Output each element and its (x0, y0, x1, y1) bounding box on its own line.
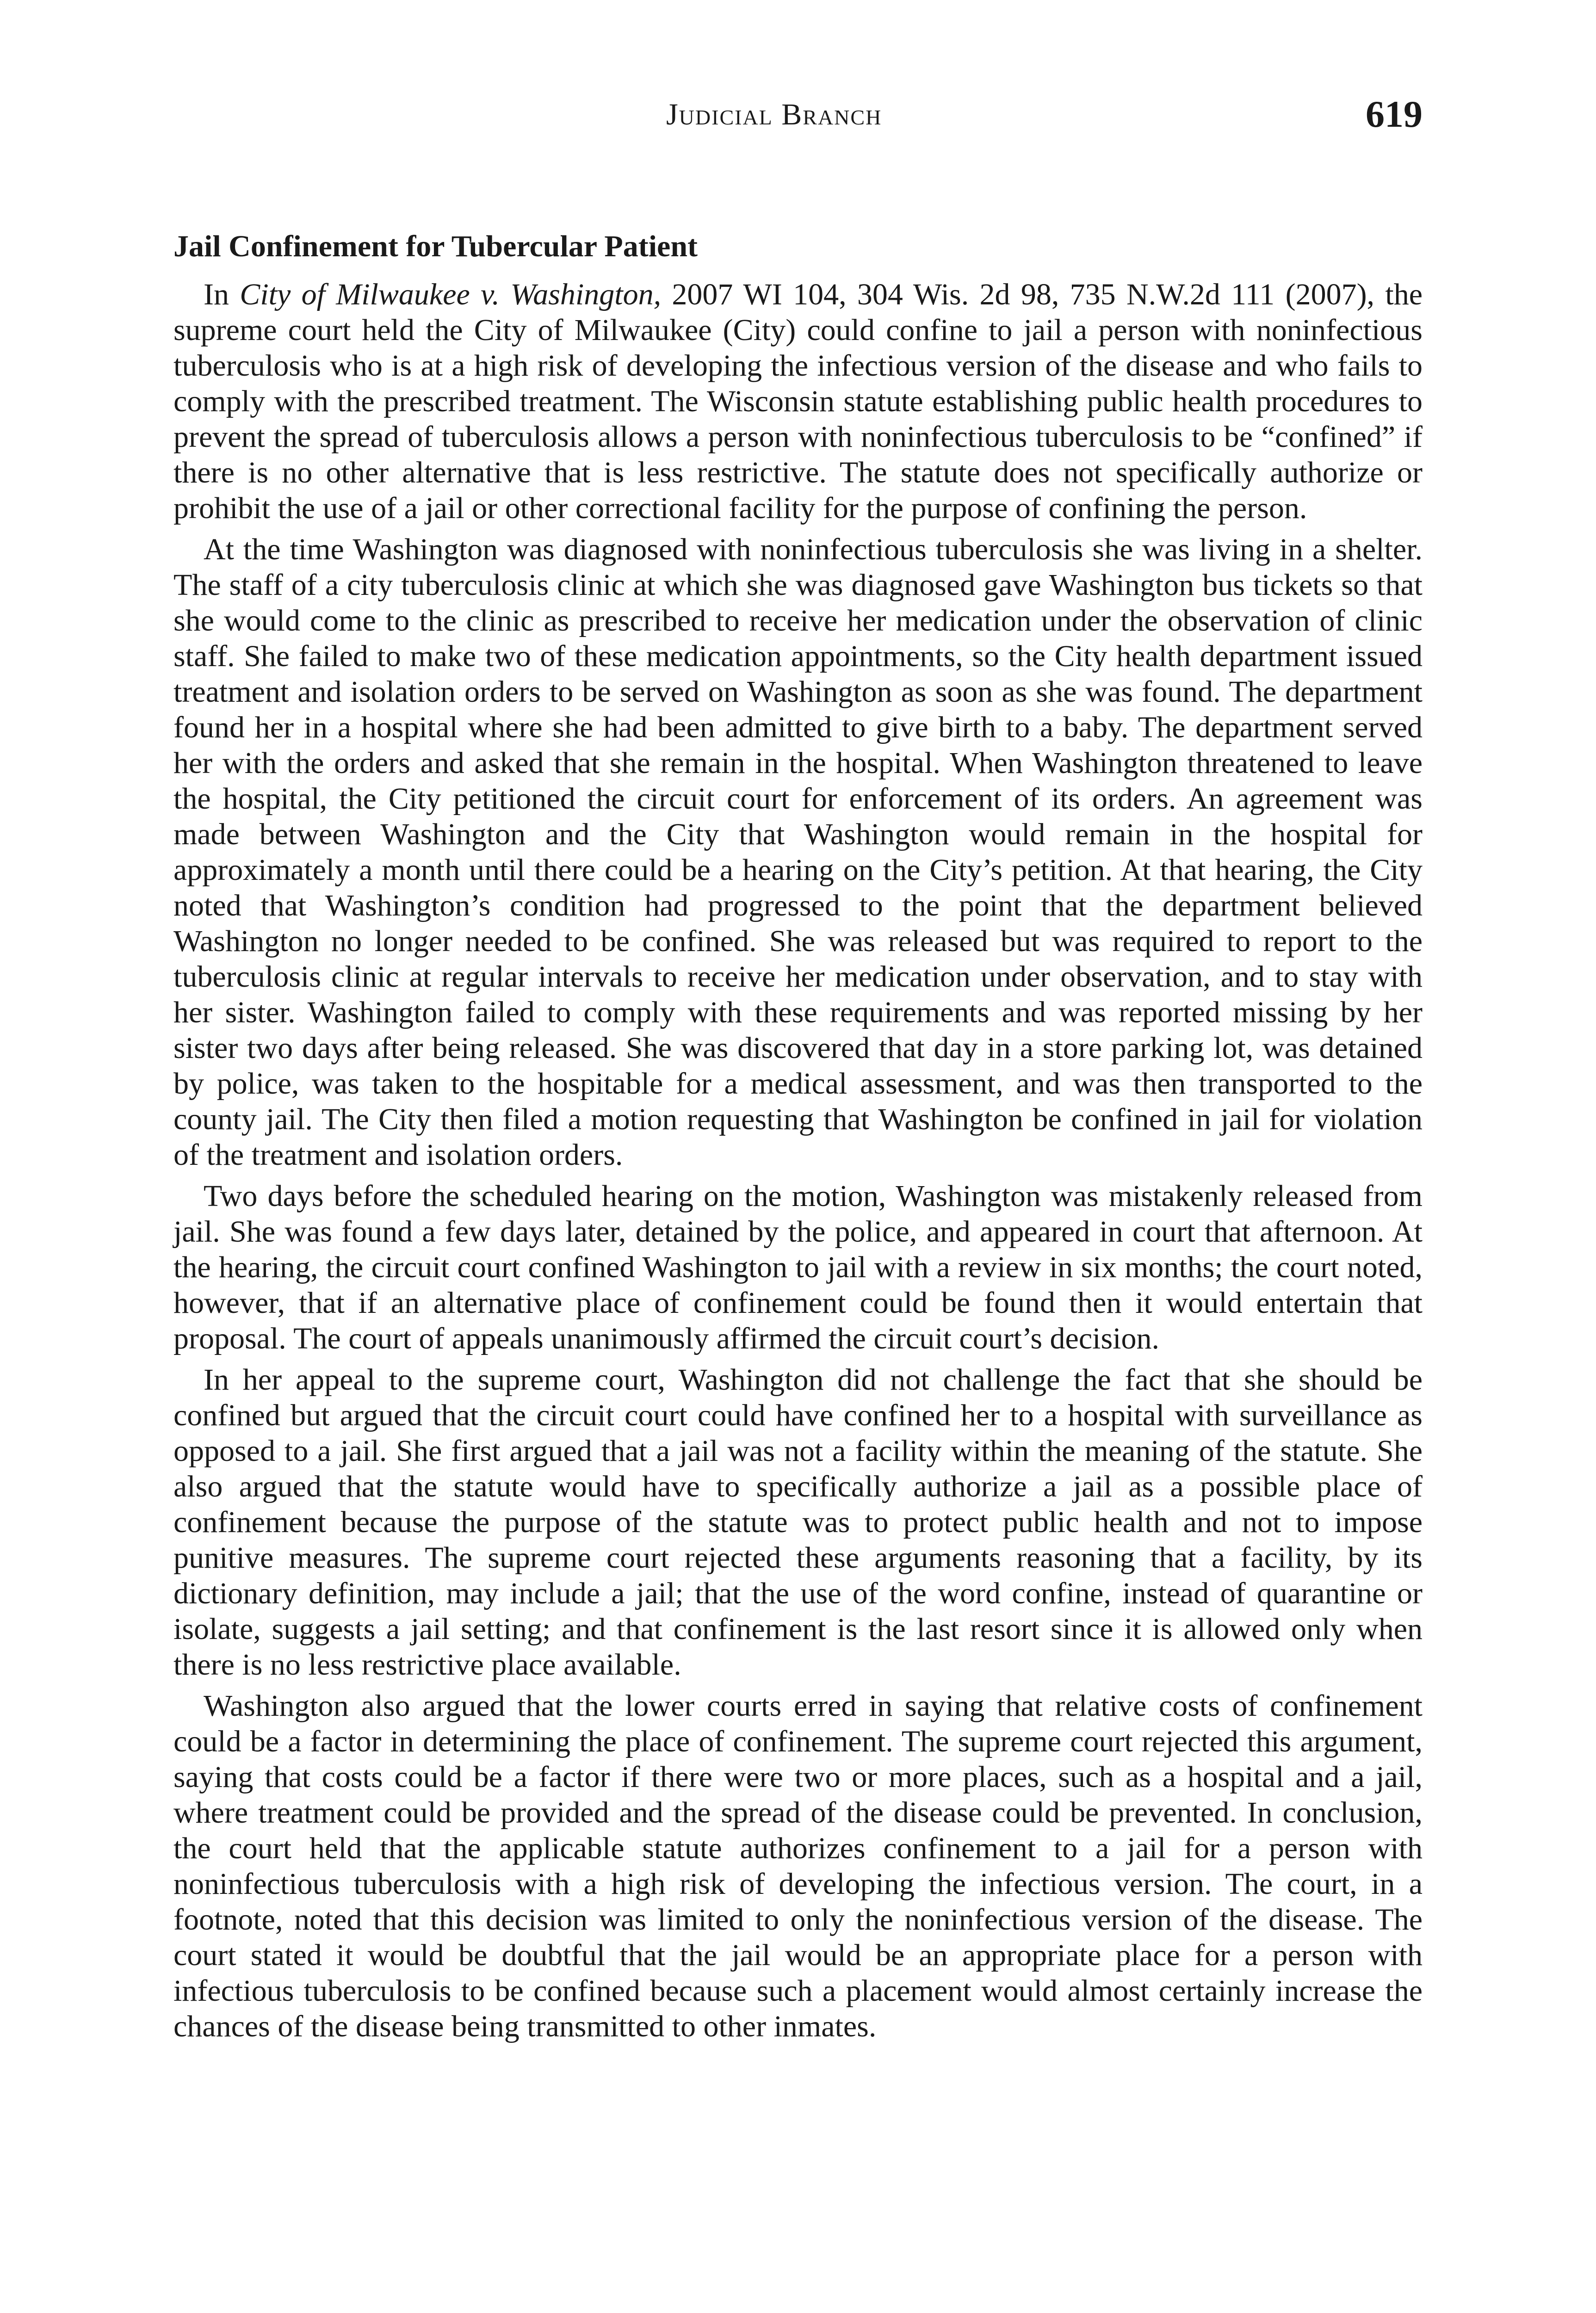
section-heading: Jail Confinement for Tubercular Patient (173, 229, 698, 263)
running-title: Judicial Branch (666, 98, 882, 131)
paragraph-4: In her appeal to the supreme court, Washington did not challenge the fact that she should be confined but argued that the circuit court could have confined her to a hospital with surveillance as opposed to a jail. She first argued that a jail was not a facility within the meaning of the statute. She also argued that the statute would have to specifically authorize a jail as a possible place of confinement because the purpose of the statute was to protect public health and not to impose punitive measures. The supreme court rejected these arguments reasoning that a facility, by its dictionary definition, may include a jail; that the use of the word confine, instead of quarantine or isolate, suggests a jail setting; and that confinement is the last resort since it is allowed only when there is no less restrictive place available. (173, 1363, 1423, 1682)
running-head (173, 93, 1423, 143)
body-text (173, 277, 1423, 2050)
paragraph-3: Two days before the scheduled hearing on the motion, Washington was mistakenly released from jail. She was found a few days later, detained by the police, and appeared in court that afternoon. At the hearing, the circuit court confined Washington to jail with a review in six months; the court noted, however, that if an alternative place of confinement could be found then it would entertain that proposal. The court of appeals unanimously affirmed the circuit court’s decision. (173, 1179, 1423, 1355)
paragraph-1-lead: In (204, 278, 240, 311)
case-citation-name: City of Milwaukee v. Washington, (240, 278, 662, 311)
paragraph-1-text: 2007 WI 104, 304 Wis. 2d 98, 735 N.W.2d 111 (2007), the supreme court held the City of Milwaukee (City) could confine to jail a person with noninfectious tuberculosis who is at a high risk of developing the infectious version of the disease and who fails to comply with the prescribed treatment. The Wisconsin statute establishing public health procedures to prevent the spread of tuberculosis allows a person with noninfectious tuberculosis to be “confined” if there is no other alternative that is less restrictive. The statute does not specifically authorize or prohibit the use of a jail or other correctional facility for the purpose of confining the person. (173, 278, 1423, 525)
page-number: 619 (1366, 93, 1423, 135)
paragraph-5: Washington also argued that the lower courts erred in saying that relative costs of confinement could be a factor in determining the place of confinement. The supreme court rejected this argument, saying that costs could be a factor if there were two or more places, such as a hospital and a jail, where treatment could be provided and the spread of the disease could be prevented. In conclusion, the court held that the applicable statute authorizes confinement to a jail for a person with noninfectious tuberculosis with a high risk of developing the infectious version. The court, in a footnote, noted that this decision was limited to only the noninfectious version of the disease. The court stated it would be doubtful that the jail would be an appropriate place for a person with infectious tuberculosis to be confined because such a placement would almost certainly increase the chances of the disease being transmitted to other inmates. (173, 1689, 1423, 2043)
document-page (173, 0, 1423, 2313)
paragraph-1 (173, 277, 1423, 526)
paragraph-2: At the time Washington was diagnosed with noninfectious tuberculosis she was living in a shelter. The staff of a city tuberculosis clinic at which she was diagnosed gave Washington bus tickets so that she would come to the clinic as prescribed to receive her medication under the observation of clinic staff. She failed to make two of these medication appointments, so the City health department issued treatment and isolation orders to be served on Washington as soon as she was found. The department found her in a hospital where she had been admitted to give birth to a baby. The department served her with the orders and asked that she remain in the hospital. When Washington threatened to leave the hospital, the City petitioned the circuit court for enforcement of its orders. An agreement was made between Washington and the City that Washington would remain in the hospital for approximately a month until there could be a hearing on the City’s petition. At that hearing, the City noted that Washington’s condition had progressed to the point that the department believed Washington no longer needed to be confined. She was released but was required to report to the tuberculosis clinic at regular intervals to receive her medication under observation, and to stay with her sister. Washington failed to comply with these requirements and was reported missing by her sister two days after being released. She was discovered that day in a store parking lot, was detained by police, was taken to the hospitable for a medical assessment, and was then transported to the county jail. The City then filed a motion requesting that Washington be confined in jail for violation of the treatment and isolation orders. (173, 532, 1423, 1172)
